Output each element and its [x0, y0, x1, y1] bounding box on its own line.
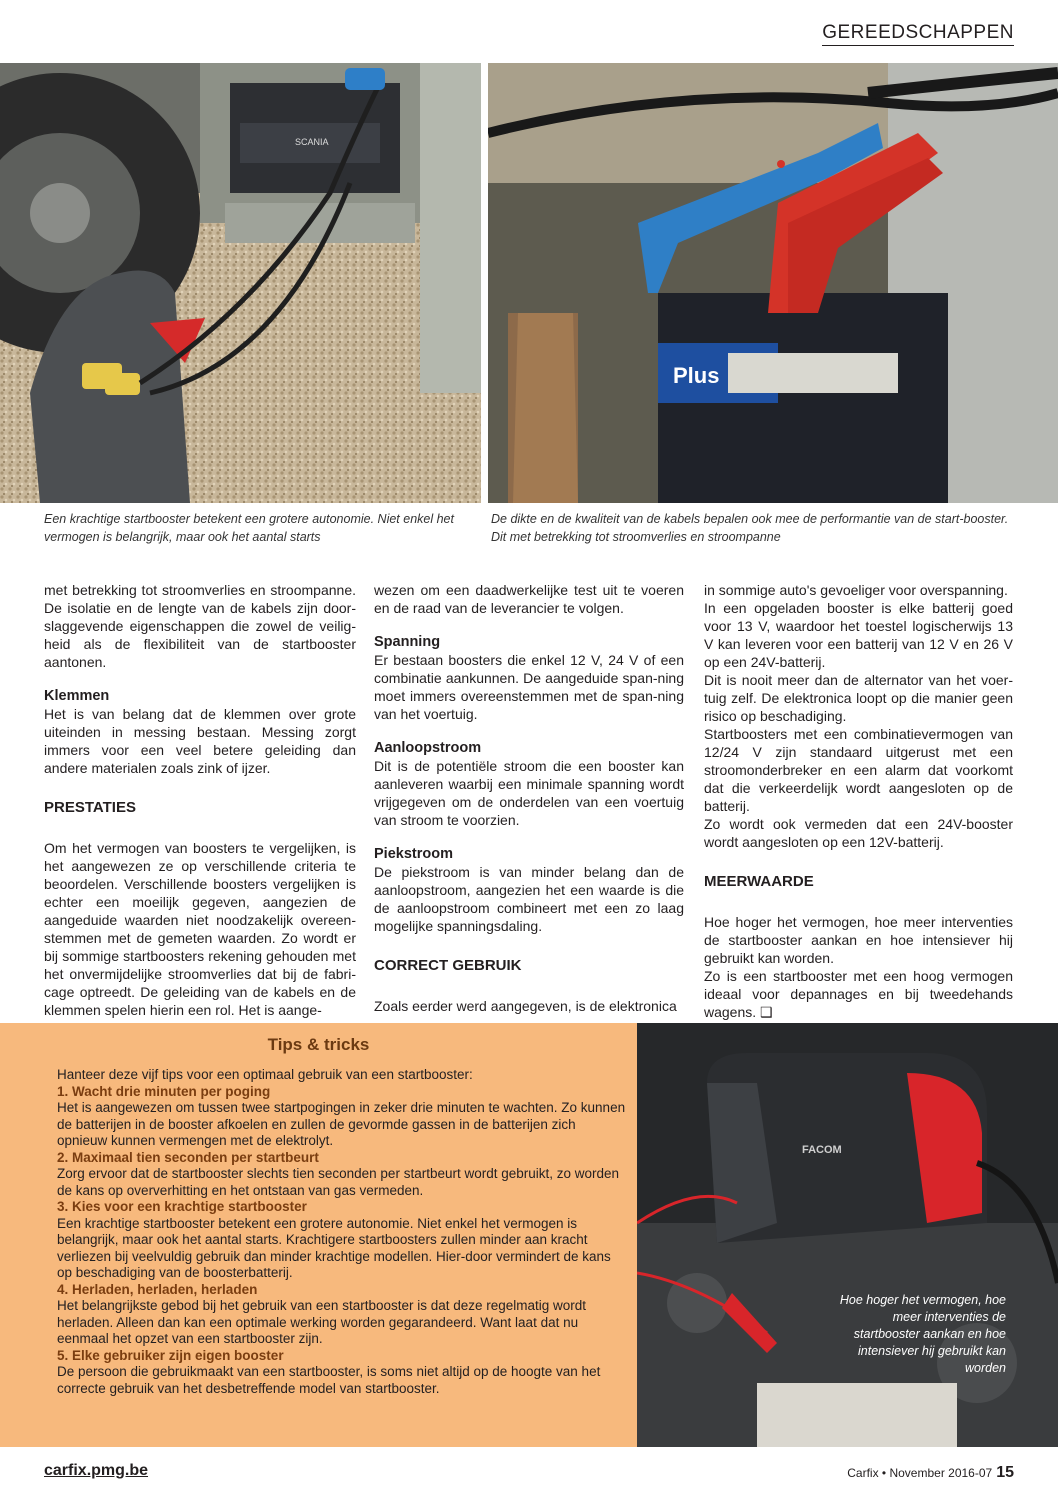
section-label: GEREEDSCHAPPEN — [822, 22, 1014, 46]
col3-paragraph-6: Hoe hoger het vermogen, hoe meer interventies de startbooster aankan en hoe intensiever hij gebruikt kan worden. — [704, 914, 1013, 966]
col3-paragraph-5: Zo wordt ook vermeden dat een 24V-booster wordt aangesloten op een 12V-batterij. — [704, 816, 1013, 850]
tip-heading-3: 3. Kies voor een krachtige startbooster — [57, 1199, 307, 1214]
col3-paragraph-4: Startboosters met een combinatievermogen van 12/24 V zijn standaard uitgerust met een stroomonderbreker en een alarm dat voorkomt dat die verkeerdelijk wordt aangesloten op de batterij. — [704, 726, 1013, 814]
clamps-battery-image — [488, 63, 1058, 503]
truck-booster-image — [0, 63, 481, 503]
col1-paragraph-intro: met betrekking tot stroomverlies en stroompanne. De isolatie en de lengte van de kabels zijn door-slaggevende eigenschappen die zowel de veilig-heid als de flexibiliteit van de startbooster aantonen. — [44, 582, 356, 670]
col3-paragraph-2: In een opgeladen booster is elke batterij goed voor 13 V, waardoor het toestel logischerwijs 13 V kan leveren voor een batterij van 12 V en 26 V op een 24V-batterij. — [704, 600, 1013, 670]
col3-paragraph-7-text: Zo is een startbooster met een hoog vermogen ideaal voor depannages en bij tweedehands wagens. — [704, 968, 1013, 1020]
battery-plus-label: Plus — [673, 363, 720, 388]
tip-text-4: Het belangrijkste gebod bij het gebruik van een startbooster is dat deze regelmatig wordt herladen. Alleen dan kan een optimale werking worden gegarandeerd. Want laat dat nu eenmaal het opzet van een startbooster zijn. — [57, 1298, 587, 1346]
footer-issue-text: Carfix • November 2016-07 — [847, 1466, 993, 1480]
tip-text-3: Een krachtige startbooster betekent een grotere autonomie. Niet enkel het vermogen is belangrijk, maar ook het aantal starts. Krachtigere startboosters zullen minder aan kracht verliezen bij veelvuldig gebruik dan minder krachtige modellen. Hier-door vermindert de kans op beschadiging van de boosterbatterij. — [57, 1215, 611, 1280]
col2-paragraph-spanning: Er bestaan boosters die enkel 12 V, 24 V of een combinatie aankunnen. De aangeduide span-ning moet immers overeenstemmen met de span-ning van het voertuig. — [374, 652, 684, 722]
photo-facom-booster — [637, 1023, 1058, 1447]
heading-piekstroom: Piekstroom — [374, 846, 453, 862]
col3-paragraph-1: in sommige auto's gevoeliger voor overspanning. — [704, 582, 1008, 598]
footer-issue — [847, 1464, 1014, 1482]
photo-caption: Hoe hoger het vermogen, hoe meer interventies de startbooster aankan en hoe intensiever hij gebruikt kan worden — [839, 1293, 1006, 1375]
col2-paragraph-intro: wezen om een daadwerkelijke test uit te voeren en de raad van de leverancier te volgen. — [374, 582, 684, 616]
tips-intro: Hanteer deze vijf tips voor een optimaal gebruik van een startbooster: — [57, 1067, 473, 1082]
battery-brand-label: SCANIA — [295, 137, 329, 147]
tips-title: Tips & tricks — [267, 1035, 370, 1054]
page-number: 15 — [996, 1464, 1014, 1481]
caption-right: De dikte en de kwaliteit van de kabels bepalen ook mee de performantie van de start-booster. Dit met betrekking tot stroomverlies en stroompanne — [491, 512, 1009, 544]
heading-prestaties: PRESTATIES — [44, 799, 136, 816]
column-2 — [374, 581, 684, 1015]
heading-spanning: Spanning — [374, 634, 441, 650]
col3-paragraph-7 — [704, 967, 1013, 1021]
col2-paragraph-correct: Zoals eerder werd aangegeven, is de elektronica — [374, 998, 677, 1014]
facom-booster-image — [637, 1023, 1058, 1447]
photo-truck-booster — [0, 63, 481, 503]
end-mark-icon: ❑ — [760, 1004, 773, 1020]
tips-body — [57, 1067, 629, 1397]
column-3 — [704, 581, 1013, 1021]
tip-heading-1: 1. Wacht drie minuten per poging — [57, 1083, 271, 1099]
heading-meerwaarde: MEERWAARDE — [704, 873, 814, 890]
tips-box — [0, 1023, 637, 1447]
col3-paragraph-3: Dit is nooit meer dan de alternator van het voer-tuig zelf. De elektronica loopt op die manier geen risico op beschadiging. — [704, 672, 1013, 724]
tip-text-2: Zorg ervoor dat de startbooster slechts tien seconden per startbeurt wordt gebruikt, zo worden de kans op oververhitting en het ontstaan van gas vermeden. — [57, 1166, 620, 1198]
booster-brand-label: FACOM — [802, 1144, 842, 1156]
footer-site-link[interactable]: carfix.pmg.be — [44, 1462, 149, 1479]
col1-paragraph-klemmen: Het is van belang dat de klemmen over grote uiteinden in messing bestaan. Messing zorgt immers voor een veel betere geleiding dan andere materialen zoals zink of ijzer. — [44, 706, 356, 776]
tip-text-5: De persoon die gebruikmaakt van een startbooster, is soms niet altijd op de hoogte van het correcte gebruik van het desbetreffende model van startbooster. — [57, 1364, 601, 1396]
heading-correct-gebruik: CORRECT GEBRUIK — [374, 957, 522, 974]
col1-paragraph-prestaties: Om het vermogen van boosters te vergelijken, is het aangewezen ze op verschillende criteria te beoordelen. Verschillende boosters vergelijken is echter een moeilijk gegeven, aangezien de aangeduide waarden niet noodzakelijk overeen-stemmen met de gemeten waarden. Zo wordt er bij sommige startboosters rekening gehouden met het onvermijdelijke stroomverlies dat bij de fabri-cage optreedt. De geleiding van de kabels en de klemmen spelen hierin een rol. Het is aange- — [44, 840, 356, 1018]
column-1 — [44, 581, 356, 1019]
tip-heading-5: 5. Elke gebruiker zijn eigen booster — [57, 1347, 284, 1363]
caption-left: Een krachtige startbooster betekent een grotere autonomie. Niet enkel het vermogen is belangrijk, maar ook het aantal starts — [44, 512, 454, 544]
heading-klemmen: Klemmen — [44, 688, 110, 704]
tip-text-1: Het is aangewezen om tussen twee startpogingen in zeker drie minuten te wachten. Zo kunnen de batterijen in de booster afkoelen en zullen de gevormde gassen in de batterijen zich opnieuw kunnen vermengen met de elektrolyt. — [57, 1100, 626, 1148]
heading-aanloopstroom: Aanloopstroom — [374, 740, 482, 756]
tip-heading-2: 2. Maximaal tien seconden per startbeurt — [57, 1149, 319, 1165]
photo-clamps-battery — [488, 63, 1058, 503]
col2-paragraph-piekstroom: De piekstroom is van minder belang dan de aanloopstroom, aangezien het een waarde is die de aanloopstroom combineert met een zo laag mogelijke spanningsdaling. — [374, 864, 684, 934]
tip-heading-4: 4. Herladen, herladen, herladen — [57, 1281, 258, 1297]
col2-paragraph-aanloopstroom: Dit is de potentiële stroom die een booster kan aanleveren waarbij een minimale spanning wordt vrijgegeven om de onderdelen van een voertuig van stroom te voorzien. — [374, 758, 684, 828]
